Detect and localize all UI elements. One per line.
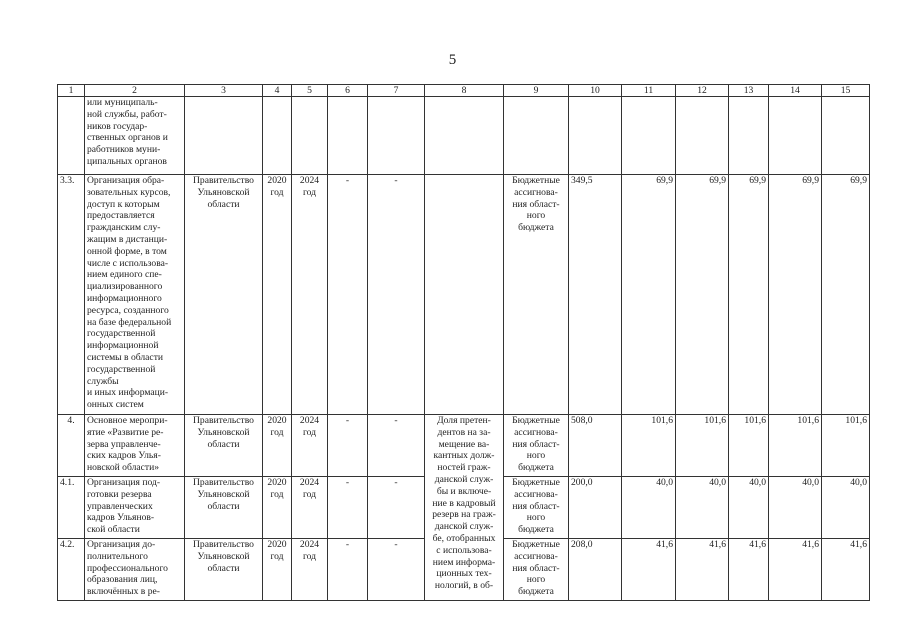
year-4-value (769, 97, 822, 175)
funding-source: Бюджетные ассигнова- ния област- ного бюджета (504, 175, 569, 415)
year-3-value: 69,9 (729, 175, 769, 415)
col-header-7: 7 (368, 85, 425, 97)
col-header-1: 1 (58, 85, 85, 97)
col-header-2: 2 (85, 85, 185, 97)
col-7-value (368, 97, 425, 175)
year-3-value: 41,6 (729, 539, 769, 601)
item-number: 4. (58, 415, 85, 477)
item-number: 4.1. (58, 477, 85, 539)
col-header-8: 8 (425, 85, 504, 97)
item-name: Организация до- полнительного профессионального образования лиц, включённых в ре- (85, 539, 185, 601)
year-1-value: 40,0 (622, 477, 676, 539)
col-header-5: 5 (292, 85, 328, 97)
total-value: 349,5 (569, 175, 622, 415)
table-row (58, 415, 870, 477)
col-header-6: 6 (328, 85, 368, 97)
year-1-value: 101,6 (622, 415, 676, 477)
col-7-value: - (368, 415, 425, 477)
year-5-value (822, 97, 870, 175)
col-header-11: 11 (622, 85, 676, 97)
year-4-value: 101,6 (769, 415, 822, 477)
col-header-14: 14 (769, 85, 822, 97)
year-2-value: 40,0 (676, 477, 729, 539)
col-header-13: 13 (729, 85, 769, 97)
col-7-value: - (368, 477, 425, 539)
year-5-value: 69,9 (822, 175, 870, 415)
responsible: Правительство Ульяновской области (185, 539, 263, 601)
program-table (57, 84, 870, 601)
responsible: Правительство Ульяновской области (185, 477, 263, 539)
year-3-value: 101,6 (729, 415, 769, 477)
col-6-value: - (328, 539, 368, 601)
col-6-value: - (328, 477, 368, 539)
end-year: 2024 год (292, 415, 328, 477)
total-value: 208,0 (569, 539, 622, 601)
start-year: 2020 год (263, 539, 292, 601)
col-6-value: - (328, 175, 368, 415)
end-year (292, 97, 328, 175)
year-1-value (622, 97, 676, 175)
start-year (263, 97, 292, 175)
year-5-value: 41,6 (822, 539, 870, 601)
item-name: Основное меропри- ятие «Развитие ре- зерва управленче- ских кадров Улья- новской области» (85, 415, 185, 477)
end-year: 2024 год (292, 477, 328, 539)
end-year: 2024 год (292, 539, 328, 601)
total-value: 508,0 (569, 415, 622, 477)
year-5-value: 40,0 (822, 477, 870, 539)
page-number: 5 (448, 52, 457, 68)
table-row (58, 97, 870, 175)
col-6-value: - (328, 415, 368, 477)
item-name: или муниципаль- ной службы, работ- ников государ- ственных органов и работников муни- ципальных органов (85, 97, 185, 175)
col-7-value: - (368, 539, 425, 601)
year-3-value (729, 97, 769, 175)
end-year: 2024 год (292, 175, 328, 415)
responsible: Правительство Ульяновской области (185, 175, 263, 415)
year-5-value: 101,6 (822, 415, 870, 477)
total-value (569, 97, 622, 175)
item-number: 3.3. (58, 175, 85, 415)
col-6-value (328, 97, 368, 175)
indicator: Доля претен- дентов на за- мещение ва- кантных долж- ностей граж- данской служ- бы и включе- ние в кадровый резерв на граж- данской служ- бе, отобранных с использова- нием информа- ционных тех- нологий, в об- (425, 415, 504, 601)
funding-source: Бюджетные ассигнова- ния област- ного бюджета (504, 415, 569, 477)
year-4-value: 69,9 (769, 175, 822, 415)
table-row (58, 175, 870, 415)
col-header-10: 10 (569, 85, 622, 97)
start-year: 2020 год (263, 415, 292, 477)
col-7-value: - (368, 175, 425, 415)
year-2-value (676, 97, 729, 175)
year-1-value: 41,6 (622, 539, 676, 601)
year-2-value: 41,6 (676, 539, 729, 601)
col-header-15: 15 (822, 85, 870, 97)
year-1-value: 69,9 (622, 175, 676, 415)
year-2-value: 101,6 (676, 415, 729, 477)
total-value: 200,0 (569, 477, 622, 539)
funding-source: Бюджетные ассигнова- ния област- ного бюджета (504, 539, 569, 601)
col-header-4: 4 (263, 85, 292, 97)
funding-source (504, 97, 569, 175)
funding-source: Бюджетные ассигнова- ния област- ного бюджета (504, 477, 569, 539)
column-number-row (58, 85, 870, 97)
year-3-value: 40,0 (729, 477, 769, 539)
responsible: Правительство Ульяновской области (185, 415, 263, 477)
year-2-value: 69,9 (676, 175, 729, 415)
start-year: 2020 год (263, 175, 292, 415)
col-header-3: 3 (185, 85, 263, 97)
year-4-value: 40,0 (769, 477, 822, 539)
year-4-value: 41,6 (769, 539, 822, 601)
item-number: 4.2. (58, 539, 85, 601)
start-year: 2020 год (263, 477, 292, 539)
responsible (185, 97, 263, 175)
item-name: Организация под- готовки резерва управленческих кадров Ульянов- ской области (85, 477, 185, 539)
item-name: Организация обра- зовательных курсов, доступ к которым предоставляется гражданским слу- жащим в дистанци- онной форме, в том числе с использова- нием единого спе- циализированного информационного ресурса, созданного на базе федеральной государственной информационной системы в области государственной службы и иных информаци- онных систем (85, 175, 185, 415)
item-number (58, 97, 85, 175)
col-header-12: 12 (676, 85, 729, 97)
col-header-9: 9 (504, 85, 569, 97)
indicator (425, 97, 504, 175)
indicator (425, 175, 504, 415)
